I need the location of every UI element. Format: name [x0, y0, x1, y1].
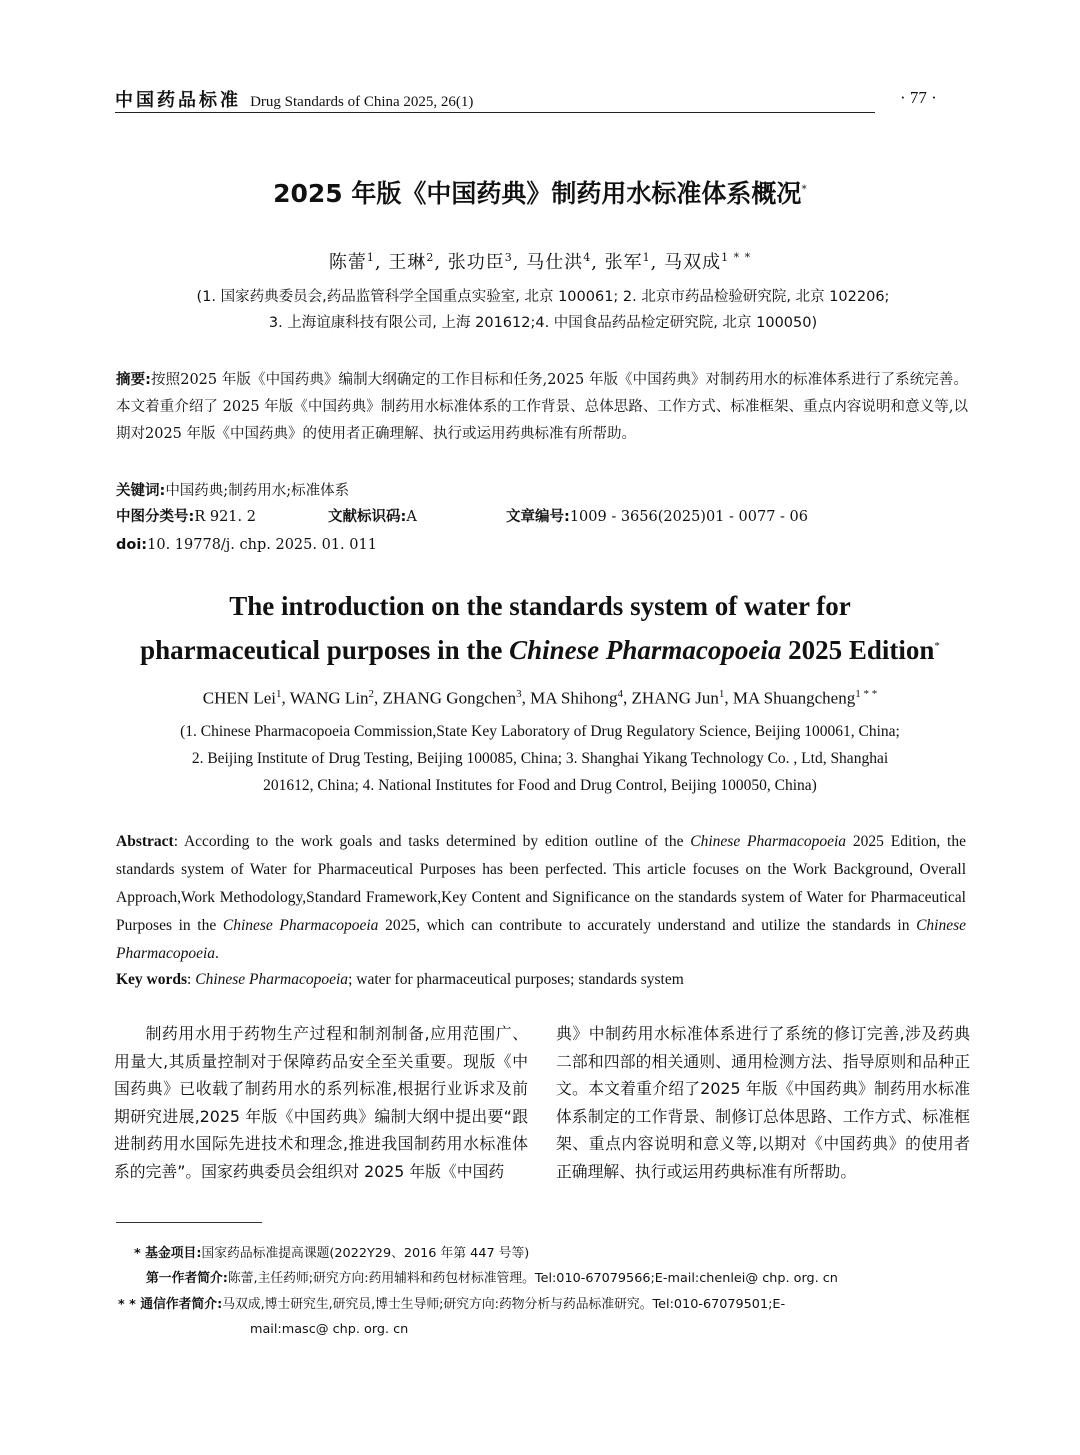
- keywords-text: 中国药典;制药用水;标准体系: [165, 483, 350, 499]
- english-title-italic: Chinese Pharmacopoeia: [509, 635, 782, 665]
- english-affiliation-line: (1. Chinese Pharmacopoeia Commission,State Key Laboratory of Drug Regulatory Science, Beijing 100061, China;: [180, 723, 900, 740]
- footnote-label: 第一作者简介:: [146, 1271, 228, 1286]
- abstract-label: Abstract: [116, 833, 174, 850]
- english-authors: CHEN Lei$^1$, WANG Lin$^2$, ZHANG Gongchen$^3$, MA Shihong$^4$, ZHANG Jun$^1$, MA Shuangcheng$^{1 * *}$: [202, 688, 878, 708]
- doi-line: [116, 532, 968, 559]
- abstract-label: 摘要:: [116, 372, 151, 388]
- article-no-value: 1009 - 3656(2025)01 - 0077 - 06: [569, 509, 808, 525]
- footnote-text: 国家药品标准提高课题(2022Y29、2016 年第 447 号等): [201, 1246, 530, 1261]
- footnote-text: 陈蕾,主任药师;研究方向:药用辅料和药包材标准管理。Tel:010-67079566;E-mail:chenlei@ chp. org. cn: [227, 1271, 838, 1286]
- doc-code-value: A: [406, 509, 417, 525]
- chinese-title-text: 2025 年版《中国药典》制药用水标准体系概况: [273, 179, 802, 208]
- author-sup: 1: [642, 251, 651, 264]
- abstract-text: 2025, which can contribute to accurately understand and utilize the standards in: [378, 917, 917, 934]
- keywords-label: Key words: [116, 971, 188, 988]
- author-sup: 4: [617, 688, 624, 700]
- clc-value: R 921. 2: [194, 509, 256, 525]
- author-sup: 4: [583, 251, 592, 264]
- english-title-prefix: pharmaceutical purposes in the: [140, 635, 510, 665]
- english-title-mark: *: [934, 640, 940, 652]
- author-sup: 1 * *: [855, 688, 878, 700]
- author-name: 张军: [604, 252, 643, 273]
- keywords-text: ; water for pharmaceutical purposes; standards system: [348, 971, 684, 988]
- chinese-authors: 陈蕾$^1$, 王琳$^2$, 张功臣$^3$, 马仕洪$^4$, 张军$^1$, 马双成$^{1 * *}$: [328, 251, 752, 273]
- title-fund-mark: *: [801, 182, 807, 196]
- author-name: MA Shihong: [530, 688, 618, 708]
- keywords-italic: Chinese Pharmacopoeia: [195, 971, 349, 988]
- footnote-label: * 基金项目:: [134, 1246, 202, 1261]
- author-sup: 2: [368, 688, 375, 700]
- author-name: MA Shuangcheng: [732, 688, 856, 708]
- article-no-field: [506, 509, 808, 525]
- author-sup: 3: [516, 688, 522, 700]
- author-name: 张功臣: [447, 252, 505, 273]
- english-title-line: [0, 626, 1080, 670]
- chinese-affiliation-line: 3. 上海谊康科技有限公司, 上海 201612;4. 中国食品药品检定研究院, 北京 100050): [268, 315, 818, 331]
- footnote-label: * * 通信作者简介:: [118, 1297, 223, 1312]
- author-sup: 1: [718, 688, 725, 700]
- author-sup: 2: [426, 251, 435, 264]
- keywords-text: :: [187, 971, 196, 988]
- doc-code-label: 文献标识码:: [328, 509, 407, 525]
- footnote-corresponding: [118, 1292, 968, 1318]
- chinese-keywords: [116, 478, 968, 505]
- body-right-column: 典》中制药用水标准体系进行了系统的修订完善,涉及药典二部和四部的相关通则、通用检测方法、指导原则和品种正文。本文着重介绍了2025 年版《中国药典》制药用水标准体系制定的工作背景、制修订总体思路、工作方式、标准框架、重点内容说明和意义等,以期对《中国药典》的使用者正确理解、执行或运用药典标准有所帮助。: [556, 1024, 970, 1181]
- author-name: 马仕洪: [526, 252, 584, 273]
- abstract-text: 2025 Edition, the standards system of Water for Pharmaceutical Purposes has been perfected. This article focuses on the Work Background, Overall Approach,Work Methodology,Standard Framework,Key Content and Significance on the standards system of Water for Pharmaceutical Purposes in the: [116, 833, 966, 934]
- abstract-italic: Chinese Pharmacopoeia: [116, 917, 967, 962]
- author-name: WANG Lin: [289, 688, 369, 708]
- clc-label: 中图分类号:: [116, 509, 195, 525]
- author-name: ZHANG Jun: [631, 688, 719, 708]
- author-name: 陈蕾: [328, 252, 367, 273]
- footnote-first-author: [146, 1266, 838, 1292]
- article-no-label: 文章编号:: [506, 509, 570, 525]
- body-left-column: 制药用水用于药物生产过程和制剂制备,应用范围广、用量大,其质量控制对于保障药品安全至关重要。现版《中国药典》已收载了制药用水的系列标准,根据行业诉求及前期研究进展,2025 年版《中国药典》编制大纲中提出要“跟进制药用水国际先进技术和理念,推进我国制药用水标准体系的完善”。国家药典委员会组织对 2025 年版《中国药: [114, 1024, 528, 1181]
- english-abstract: [116, 828, 966, 968]
- author-name: CHEN Lei: [202, 688, 276, 708]
- doi-value: 10. 19778/j. chp. 2025. 01. 011: [147, 537, 377, 553]
- author-sup: 1: [366, 251, 375, 264]
- footnote-rule: [116, 1222, 262, 1223]
- abstract-text: 按照2025 年版《中国药典》编制大纲确定的工作目标和任务,2025 年版《中国药典》对制药用水的标准体系进行了系统完善。本文着重介绍了 2025 年版《中国药典》制药用水标准体系的工作背景、总体思路、工作方式、标准框架、重点内容说明和意义等,以期对2025 年版《中国药典》的使用者正确理解、执行或运用药典标准有所帮助。: [116, 372, 968, 442]
- abstract-text: .: [215, 945, 219, 962]
- english-title-line: The introduction on the standards system of water for: [229, 591, 851, 621]
- journal-info: Drug Standards of China 2025, 26(1): [250, 94, 474, 110]
- english-affiliation-line: 201612, China; 4. National Institutes for Food and Drug Control, Beijing 100050, China): [263, 777, 817, 794]
- abstract-italic: Chinese Pharmacopoeia: [222, 917, 379, 934]
- footnote-fund: [134, 1241, 529, 1267]
- footnote-corresponding-cont: mail:masc@ chp. org. cn: [250, 1322, 409, 1337]
- classification-row: [116, 504, 968, 531]
- chinese-abstract: [116, 367, 968, 448]
- author-name: ZHANG Gongchen: [382, 688, 517, 708]
- author-sup: 3: [504, 251, 513, 264]
- chinese-title: [0, 174, 1080, 210]
- english-keywords: [116, 966, 966, 994]
- doc-code-field: [328, 504, 506, 531]
- doi-label: doi:: [116, 537, 148, 553]
- abstract-italic: Chinese Pharmacopoeia: [690, 833, 847, 850]
- page-number: · 77 ·: [900, 88, 937, 107]
- author-name: 王琳: [388, 252, 427, 273]
- author-name: 马双成: [664, 252, 722, 273]
- journal-name: 中国药品标准: [115, 90, 241, 111]
- clc-field: [116, 504, 328, 531]
- chinese-affiliation-line: (1. 国家药典委员会,药品监管科学全国重点实验室, 北京 100061; 2. 北京市药品检验研究院, 北京 102206;: [196, 289, 890, 305]
- english-title-suffix: 2025 Edition: [781, 635, 935, 665]
- running-head: [115, 86, 875, 113]
- footnote-text: 马双成,博士研究生,研究员,博士生导师;研究方向:药物分析与药品标准研究。Tel:010-67079501;E-: [222, 1297, 786, 1312]
- author-sup: 1: [275, 688, 282, 700]
- keywords-label: 关键词:: [116, 483, 166, 499]
- author-sup: 1 * *: [721, 251, 752, 264]
- english-affiliation-line: 2. Beijing Institute of Drug Testing, Beijing 100085, China; 3. Shanghai Yikang Technology Co. , Ltd, Shanghai: [191, 750, 889, 767]
- abstract-text: : According to the work goals and tasks determined by edition outline of the: [173, 833, 691, 850]
